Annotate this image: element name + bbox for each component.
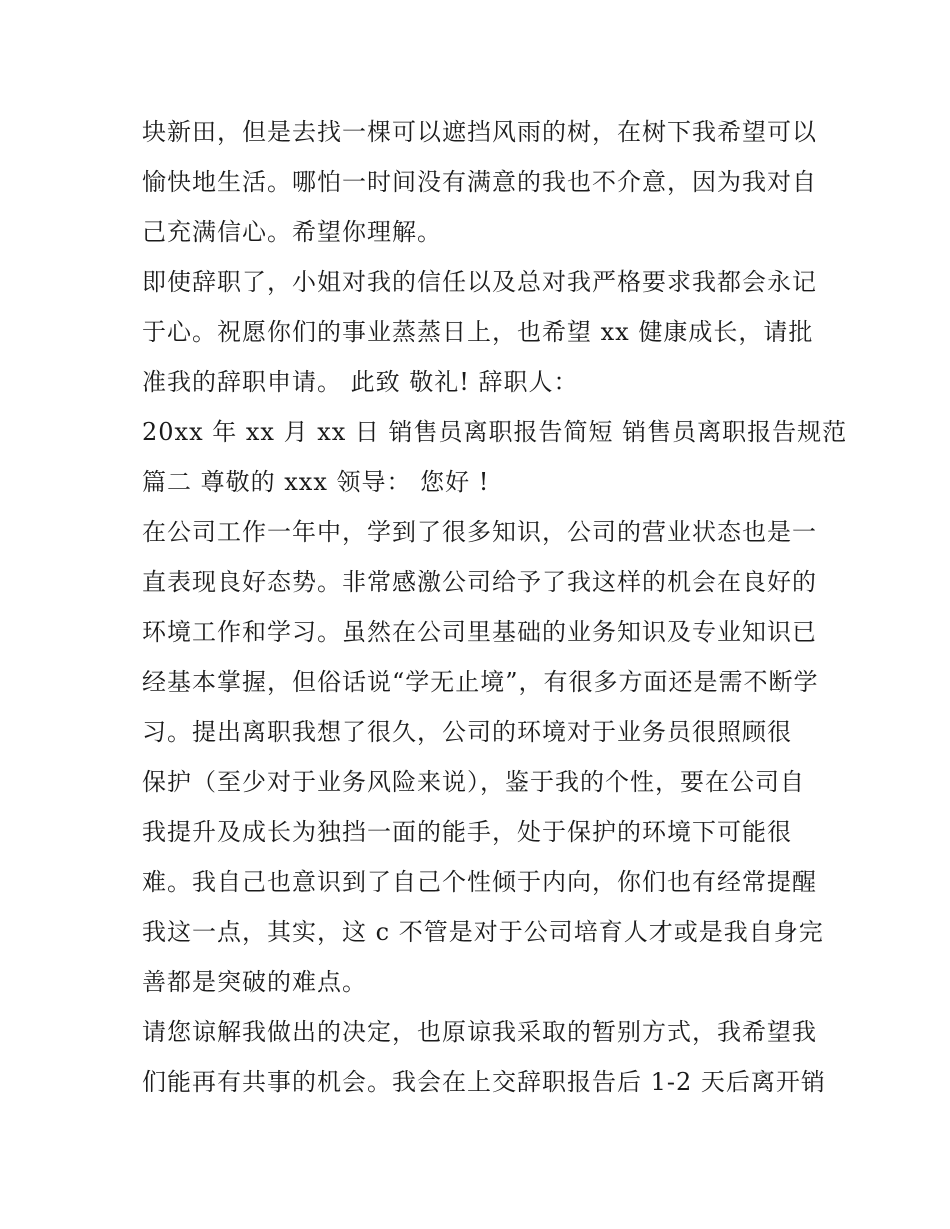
- text-line: 己充满信心。希望你理解。: [142, 218, 442, 246]
- text-line: 即使辞职了，小姐对我的信任以及总对我严格要求我都会永记: [142, 268, 817, 296]
- text-line: 篇二 尊敬的 xxx 领导： 您好 !: [142, 468, 490, 496]
- text-line: 环境工作和学习。虽然在公司里基础的业务知识及专业知识已: [142, 618, 817, 646]
- text-line: 习。提出离职我想了很久，公司的环境对于业务员很照顾很: [142, 718, 792, 746]
- text-line: 块新田，但是去找一棵可以遮挡风雨的树，在树下我希望可以: [142, 118, 817, 146]
- text-line: 准我的辞职申请。 此致 敬礼! 辞职人：: [142, 368, 579, 396]
- text-line: 经基本掌握，但俗话说“学无止境”，有很多方面还是需不断学: [142, 668, 819, 696]
- text-line: 难。我自己也意识到了自己个性倾于内向，你们也有经常提醒: [142, 868, 817, 896]
- text-line: 在公司工作一年中，学到了很多知识，公司的营业状态也是一: [142, 518, 817, 546]
- text-line: 20xx 年 xx 月 xx 日 销售员离职报告简短 销售员离职报告规范: [142, 418, 848, 446]
- text-line: 我这一点，其实，这 c 不管是对于公司培育人才或是我自身完: [142, 918, 824, 946]
- text-line: 我提升及成长为独挡一面的能手，处于保护的环境下可能很: [142, 818, 792, 846]
- document-body: [142, 107, 848, 1107]
- text-line: 善都是突破的难点。: [142, 968, 367, 996]
- text-line: 保护（至少对于业务风险来说），鉴于我的个性，要在公司自: [142, 768, 805, 796]
- text-line: 们能再有共事的机会。我会在上交辞职报告后 1-2 天后离开销: [142, 1068, 826, 1096]
- text-line: 愉快地生活。哪怕一时间没有满意的我也不介意，因为我对自: [142, 168, 817, 196]
- text-line: 请您谅解我做出的决定，也原谅我采取的暂别方式，我希望我: [142, 1018, 817, 1046]
- text-line: 于心。祝愿你们的事业蒸蒸日上，也希望 xx 健康成长，请批: [142, 318, 814, 346]
- text-line: 直表现良好态势。非常感激公司给予了我这样的机会在良好的: [142, 568, 817, 596]
